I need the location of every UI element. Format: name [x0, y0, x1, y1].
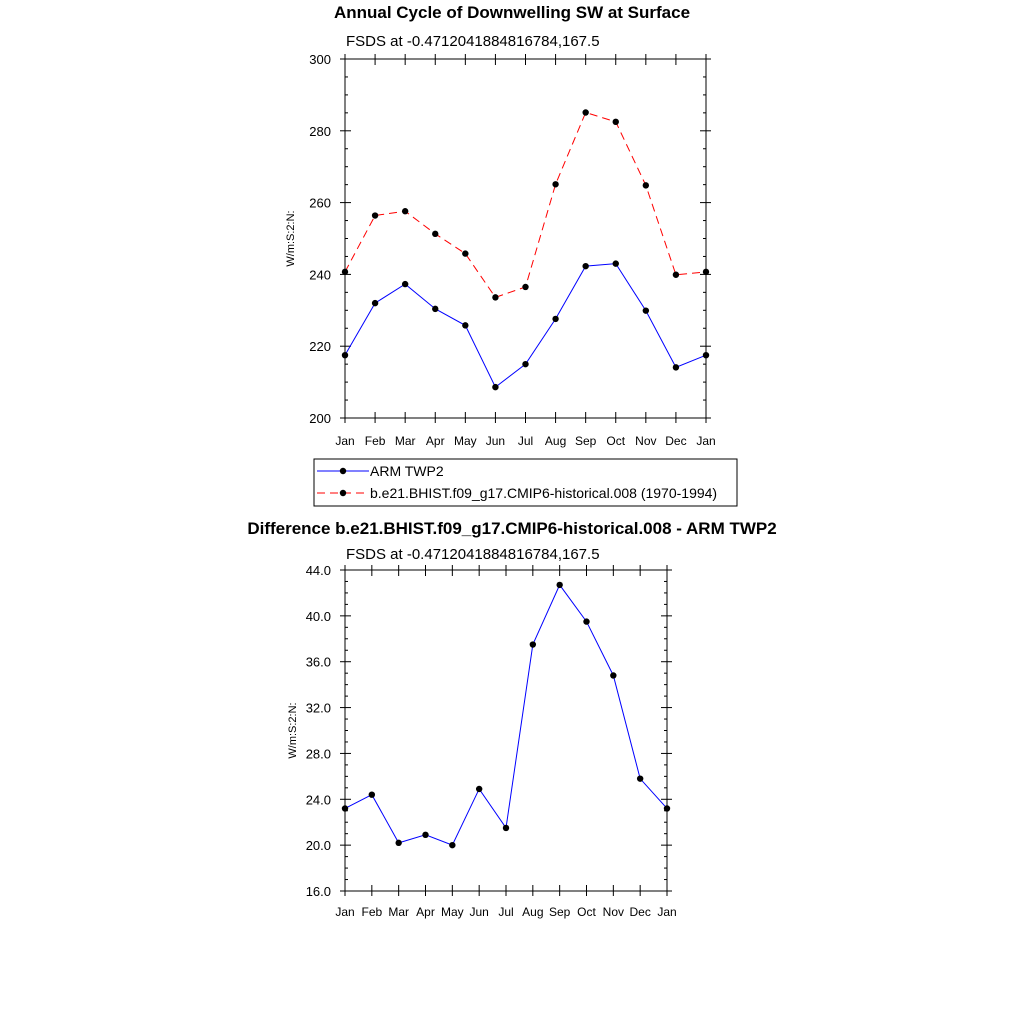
x-tick-label: Jun	[469, 905, 489, 919]
y-tick-label: 16.0	[305, 884, 331, 899]
y-tick-label: 260	[309, 195, 331, 211]
data-point-s2-8	[552, 181, 558, 187]
data-point-s1-11	[643, 307, 649, 313]
x-tick-label: Oct	[606, 434, 626, 448]
chart-2	[247, 519, 776, 919]
data-point-s2-1	[342, 269, 348, 275]
x-tick-label: Jan	[696, 434, 716, 448]
x-tick-label: Apr	[425, 434, 445, 448]
data-point-s1-6	[476, 786, 482, 792]
chart-title: Difference b.e21.BHIST.f09_g17.CMIP6-historical.008 - ARM TWP2	[247, 519, 777, 538]
x-tick-label: Jul	[517, 434, 534, 448]
data-point-s1-8	[530, 641, 536, 647]
series-line-1	[345, 585, 667, 845]
x-tick-label: Mar	[388, 905, 410, 919]
x-tick-label: Aug	[522, 905, 544, 919]
data-point-s1-10	[583, 618, 589, 624]
chart-1	[285, 3, 737, 506]
series-line-1	[345, 264, 706, 387]
y-axis-label: W/m:S:2:N:	[287, 702, 299, 759]
y-tick-label: 24.0	[305, 792, 331, 808]
data-point-s2-13	[703, 269, 709, 275]
x-tick-label: Jan	[335, 905, 355, 919]
x-tick-label: Nov	[635, 434, 657, 448]
data-point-s1-7	[522, 361, 528, 367]
data-point-s2-10	[613, 119, 619, 125]
data-point-s1-10	[613, 260, 619, 266]
y-tick-label: 36.0	[305, 654, 331, 670]
x-tick-label: Jan	[657, 905, 677, 919]
data-point-s2-4	[432, 231, 438, 237]
x-tick-label: Oct	[577, 905, 596, 919]
data-point-s1-3	[395, 840, 401, 846]
data-point-s1-2	[369, 792, 375, 798]
legend-marker-2	[340, 490, 346, 496]
data-point-s1-12	[637, 775, 643, 781]
x-tick-label: Feb	[364, 434, 386, 448]
chart-subtitle: FSDS at -0.4712041884816784,167.5	[346, 33, 600, 50]
data-point-s1-8	[552, 316, 558, 322]
x-tick-label: Jun	[485, 434, 506, 448]
x-tick-label: Sep	[548, 905, 571, 919]
data-point-s1-1	[342, 352, 348, 358]
legend-marker-1	[340, 468, 346, 474]
y-tick-label: 200	[309, 411, 331, 426]
x-tick-label: May	[440, 905, 464, 919]
data-point-s2-12	[673, 272, 679, 278]
y-tick-label: 44.0	[305, 563, 331, 578]
x-tick-label: Dec	[629, 905, 651, 919]
y-tick-label: 240	[309, 267, 331, 283]
y-axis-label: W/m:S:2:N:	[285, 210, 297, 267]
data-point-s1-11	[610, 672, 616, 678]
chart-title: Annual Cycle of Downwelling SW at Surface	[333, 3, 691, 22]
chart-subtitle: FSDS at -0.4712041884816784,167.5	[346, 546, 600, 563]
x-tick-label: Jul	[498, 905, 514, 919]
data-point-s2-9	[582, 109, 588, 115]
data-point-s1-9	[582, 263, 588, 269]
x-tick-label: May	[453, 434, 477, 448]
data-point-s1-7	[503, 825, 509, 831]
x-tick-label: Mar	[394, 434, 416, 448]
data-point-s2-6	[492, 294, 498, 300]
x-tick-label: Dec	[665, 434, 687, 448]
series-line-2	[345, 112, 706, 297]
data-point-s2-7	[522, 284, 528, 290]
data-point-s1-4	[432, 306, 438, 312]
y-tick-label: 280	[309, 123, 331, 139]
data-point-s1-5	[462, 322, 468, 328]
x-tick-label: Aug	[544, 434, 567, 448]
data-point-s2-3	[402, 208, 408, 214]
x-tick-label: Sep	[574, 434, 597, 448]
y-tick-label: 20.0	[305, 838, 331, 854]
data-point-s2-11	[643, 182, 649, 188]
x-tick-label: Nov	[602, 905, 625, 919]
data-point-s1-9	[556, 582, 562, 588]
data-point-s2-2	[372, 212, 378, 218]
x-tick-label: Apr	[416, 905, 435, 919]
legend-label-2: b.e21.BHIST.f09_g17.CMIP6-historical.008 (1970-1994)	[370, 485, 718, 501]
data-point-s1-2	[372, 300, 378, 306]
y-tick-label: 40.0	[305, 608, 331, 624]
data-point-s1-4	[422, 832, 428, 838]
legend-label-1: ARM TWP2	[370, 463, 444, 479]
y-tick-label: 220	[309, 339, 331, 355]
data-point-s1-12	[673, 364, 679, 370]
x-tick-label: Feb	[361, 905, 383, 919]
data-point-s1-13	[664, 805, 670, 811]
plot-frame	[345, 570, 667, 891]
data-point-s1-5	[449, 842, 455, 848]
data-point-s1-6	[492, 384, 498, 390]
data-point-s1-3	[402, 281, 408, 287]
data-point-s2-5	[462, 250, 468, 256]
y-tick-label: 300	[309, 52, 331, 67]
data-point-s1-13	[703, 352, 709, 358]
data-point-s1-1	[342, 805, 348, 811]
y-tick-label: 32.0	[305, 700, 331, 716]
y-tick-label: 28.0	[305, 746, 331, 762]
x-tick-label: Jan	[335, 434, 355, 448]
